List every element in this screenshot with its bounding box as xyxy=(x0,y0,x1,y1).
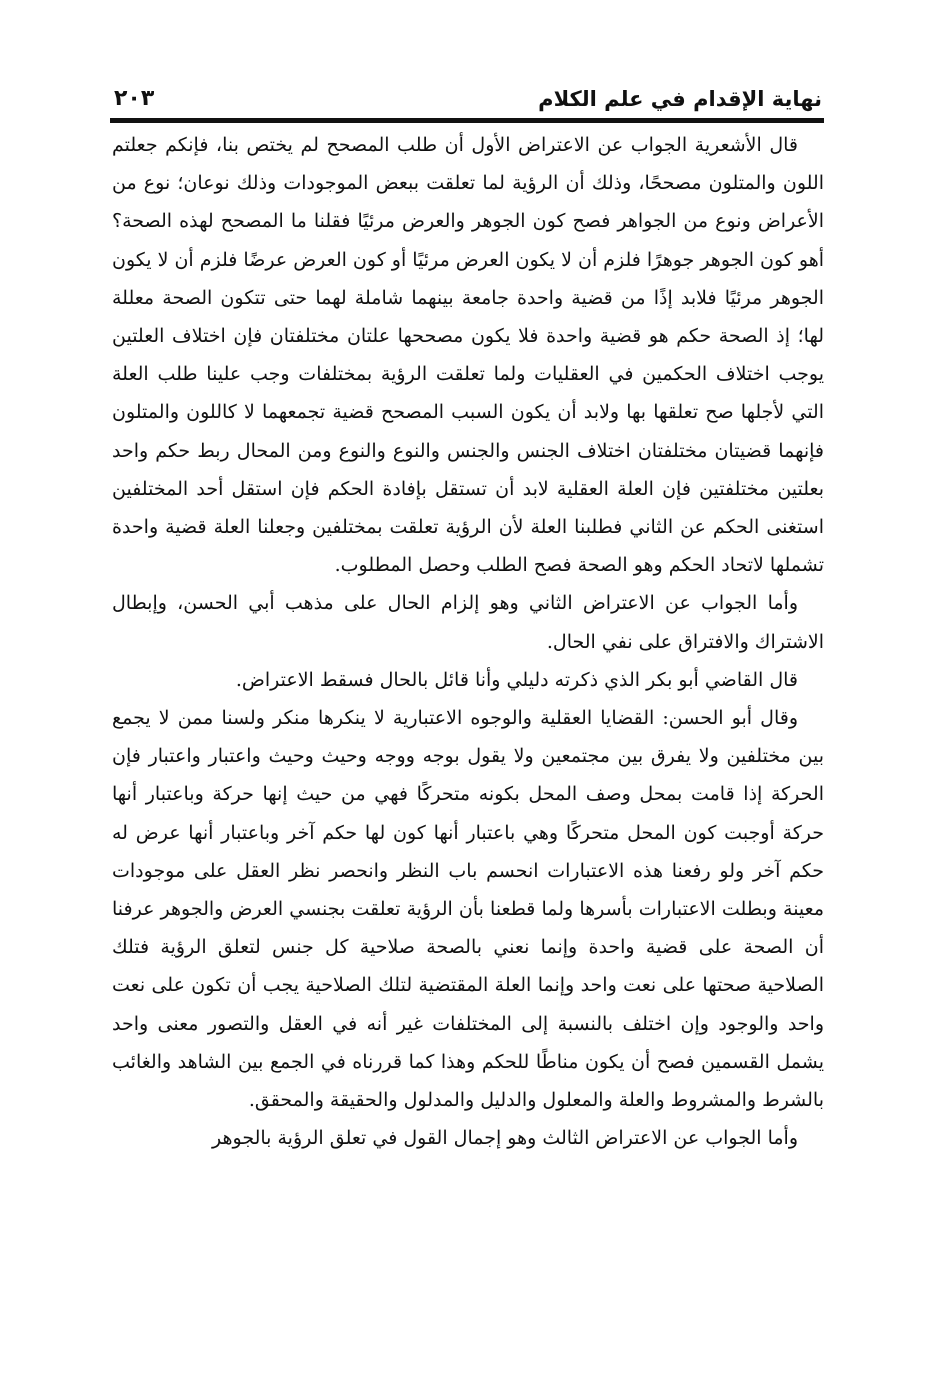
paragraph: وأما الجواب عن الاعتراض الثالث وهو إجمال القول في تعلق الرؤية بالجوهر xyxy=(212,1127,798,1150)
paragraph: وأما الجواب عن الاعتراض الثاني وهو إلزام الحال على مذهب أبي الحسن، وإبطال الاشتراك والافتراق على نفي الحال. xyxy=(112,592,824,653)
paragraph: وقال أبو الحسن: القضايا العقلية والوجوه الاعتبارية لا ينكرها منكر ولسنا ممن لا يجمع بين مختلفين ولا يفرق بين مجتمعين ولا يقول بوجه ووجه وحيث وحيث واعتبار واعتبار فإن الحركة إذا قامت بمحل وصف المحل بكونه متحركًا فهي من حيث إنها حركة وباعتبار أنها حركة أوجبت كون المحل متحركًا وهي باعتبار أنها كون لها حكم آخر وباعتبار أنها عرض له حكم آخر ولو رفعنا هذه الاعتبارات انحسم باب النظر وانحصر نظر العقل على موجودات معينة وبطلت الاعتبارات بأسرها ولما قطعنا بأن الرؤية تعلقت بجنسي العرض والجوهر عرفنا أن الصحة على قضية واحدة وإنما نعني بالصحة صلاحية كل جنس لتعلق الرؤية فتلك الصلاحية صحتها على نعت واحد وإنما العلة المقتضية لتلك الصلاحية يجب أن تكون على نعت واحد والوجود وإن اختلف بالنسبة إلى المختلفات غير أنه في العقل والتصور معنى واحد يشمل القسمين فصح أن يكون مناطًا للحكم وهذا كما قررناه في الجمع بين الشاهد والغائب بالشرط والمشروط والعلة والمعلول والدليل والمدلول والحقيقة والمحقق. xyxy=(112,707,824,1112)
page-number: ٢٠٣ xyxy=(114,86,155,111)
paragraph: قال القاضي أبو بكر الذي ذكرته دليلي وأنا قائل بالحال فسقط الاعتراض. xyxy=(235,668,798,691)
header-rule xyxy=(110,118,824,123)
paragraph: قال الأشعرية الجواب عن الاعتراض الأول أن طلب المصحح لم يختص بنا، فإنكم جعلتم اللون والمتلون مصححًا، وذلك أن الرؤية لما تعلقت ببعض الموجودات وذلك نوعان؛ نوع من الأعراض ونوع من الجواهر فصح كون الجوهر والعرض مرئيًا فقلنا ما المصحح لهذه الصحة؟ أهو كون الجوهر جوهرًا فلزم أن لا يكون العرض مرئيًا أو كون العرض عرضًا فلزم أن لا يكون الجوهر مرئيًا فلابد إذًا من قضية واحدة جامعة بينهما شاملة لهما حتى تتكون الصحة معللة لها؛ إذ الصحة حكم هو قضية واحدة فلا يكون مصححها علتان مختلفتان فإن اختلاف العلتين يوجب اختلاف الحكمين في العقليات ولما تعلقت الرؤية بمختلفات وجب علينا طلب العلة التي لأجلها صح تعلقها بها ولابد أن يكون السبب المصحح قضية تجمعهما لا كاللون والمتلون فإنهما قضيتان مختلفتان اختلاف الجنس والجنس والنوع والنوع ومن المحال ربط حكم واحد بعلتين مختلفتين فإن العلة العقلية لابد أن تستقل بإفادة الحكم فإن استقل أحد المختلفين استغنى الحكم عن الثاني فطلبنا العلة لأن الرؤية تعلقت بمختلفين وجعلنا العلة قضية واحدة تشملها لاتحاد الحكم وهو الصحة فصح الطلب وحصل المطلوب. xyxy=(112,134,824,577)
book-title: نهاية الإقدام في علم الكلام xyxy=(538,87,822,111)
page-body xyxy=(112,126,824,1157)
